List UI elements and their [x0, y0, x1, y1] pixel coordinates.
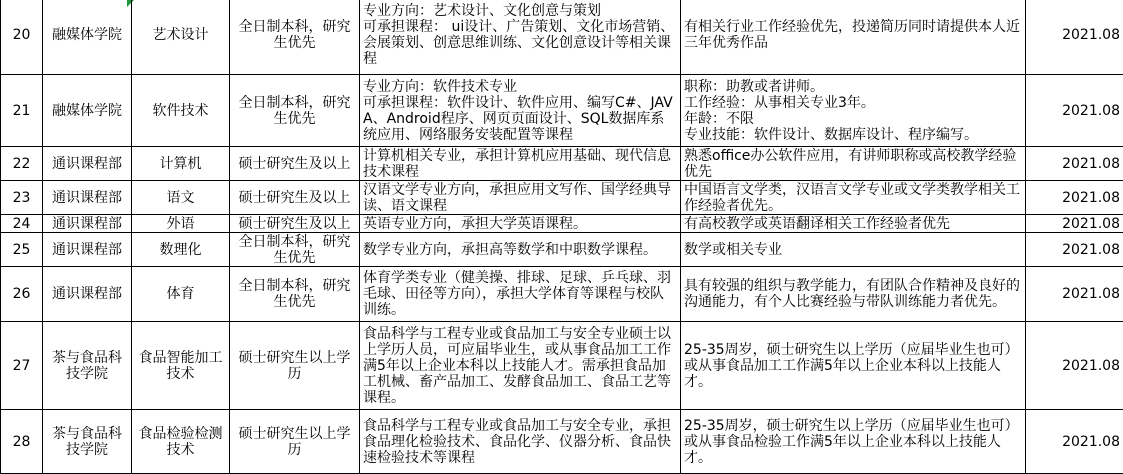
condition-cell[interactable]: 熟悉office办公软件应用，有讲师职称或高校教学经验优先 — [681, 147, 1026, 181]
row-number: 28 — [1, 410, 43, 474]
degree-cell[interactable]: 全日制本科，研究生优先 — [230, 75, 360, 147]
major-cell[interactable]: 计算机 — [132, 147, 230, 181]
row-number: 22 — [1, 147, 43, 181]
date-cell[interactable]: 2021.08 — [1026, 147, 1123, 181]
college-cell[interactable]: 融媒体学院 — [43, 0, 132, 75]
requirement-cell[interactable]: 专业方向：软件技术专业 可承担课程：软件设计、软件应用、编写C#、JAVA、Android程序、网页页面设计、SQL数据库系统应用、网络服务安装配置等课程 — [360, 75, 681, 147]
degree-cell[interactable]: 全日制本科，研究生优先 — [230, 0, 360, 75]
college-cell[interactable]: 通识课程部 — [43, 215, 132, 233]
table-row[interactable] — [1, 147, 1123, 181]
date-cell[interactable]: 2021.08 — [1026, 322, 1123, 410]
condition-cell[interactable]: 中国语言文学类，汉语言文学专业或文学类教学相关工作经验者优先。 — [681, 181, 1026, 215]
table-row[interactable] — [1, 181, 1123, 215]
major-cell[interactable]: 体育 — [132, 267, 230, 322]
table-row[interactable] — [1, 75, 1123, 147]
degree-cell[interactable]: 硕士研究生及以上 — [230, 181, 360, 215]
college-cell[interactable]: 茶与食品科技学院 — [43, 410, 132, 474]
college-cell[interactable]: 茶与食品科技学院 — [43, 322, 132, 410]
requirement-cell[interactable]: 体育学类专业（健美操、排球、足球、乒乓球、羽毛球、田径等方向），承担大学体育等课程与校队训练。 — [360, 267, 681, 322]
college-cell[interactable]: 通识课程部 — [43, 233, 132, 267]
requirement-cell[interactable]: 汉语文学专业方向，承担应用文写作、国学经典导读、语文课程 — [360, 181, 681, 215]
date-cell[interactable]: 2021.08 — [1026, 0, 1123, 75]
table-row[interactable] — [1, 410, 1123, 474]
date-cell[interactable]: 2021.08 — [1026, 410, 1123, 474]
degree-cell[interactable]: 硕士研究生以上学历 — [230, 410, 360, 474]
table-row[interactable] — [1, 322, 1123, 410]
major-cell[interactable]: 食品检验检测技术 — [132, 410, 230, 474]
major-cell[interactable]: 软件技术 — [132, 75, 230, 147]
row-number: 25 — [1, 233, 43, 267]
row-number: 20 — [1, 0, 43, 75]
date-cell[interactable]: 2021.08 — [1026, 215, 1123, 233]
date-cell[interactable]: 2021.08 — [1026, 233, 1123, 267]
requirement-cell[interactable]: 专业方向：艺术设计、文化创意与策划 可承担课程： ui设计、广告策划、文化市场营销、会展策划、创意思维训练、文化创意设计等相关课程 — [360, 0, 681, 75]
requirement-cell[interactable]: 食品科学与工程专业或食品加工与安全专业硕士以上学历人员，可应届毕业生，或从事食品加工工作满5年以上企业本科以上技能人才。需承担食品加工机械、畜产品加工、发酵食品加工、食品工艺等课程。 — [360, 322, 681, 410]
table-body — [1, 0, 1123, 474]
college-cell[interactable]: 融媒体学院 — [43, 75, 132, 147]
row-number: 24 — [1, 215, 43, 233]
major-cell[interactable]: 外语 — [132, 215, 230, 233]
major-cell[interactable]: 艺术设计 — [132, 0, 230, 75]
date-cell[interactable]: 2021.08 — [1026, 181, 1123, 215]
condition-cell[interactable]: 有高校教学或英语翻译相关工作经验者优先 — [681, 215, 1026, 233]
table-row[interactable] — [1, 0, 1123, 75]
degree-cell[interactable]: 硕士研究生以上学历 — [230, 322, 360, 410]
condition-cell[interactable]: 25-35周岁，硕士研究生以上学历（应届毕业生也可）或从事食品检验工作满5年以上企业本科以上技能人才。 — [681, 410, 1026, 474]
row-number: 23 — [1, 181, 43, 215]
degree-cell[interactable]: 硕士研究生及以上 — [230, 215, 360, 233]
major-cell[interactable]: 食品智能加工技术 — [132, 322, 230, 410]
table-row[interactable] — [1, 233, 1123, 267]
table-row[interactable] — [1, 267, 1123, 322]
requirement-cell[interactable]: 英语专业方向，承担大学英语课程。 — [360, 215, 681, 233]
row-number: 26 — [1, 267, 43, 322]
college-cell[interactable]: 通识课程部 — [43, 147, 132, 181]
condition-cell[interactable]: 职称：助教或者讲师。 工作经验：从事相关专业3年。 年龄：不限 专业技能：软件设计、数据库设计、程序编写。 — [681, 75, 1026, 147]
degree-cell[interactable]: 全日制本科，研究生优先 — [230, 267, 360, 322]
condition-cell[interactable]: 数学或相关专业 — [681, 233, 1026, 267]
condition-cell[interactable]: 具有较强的组织与教学能力，有团队合作精神及良好的沟通能力，有个人比赛经验与带队训练能力者优先。 — [681, 267, 1026, 322]
requirement-cell[interactable]: 食品科学与工程专业或食品加工与安全专业，承担食品理化检验技术、食品化学、仪器分析、食品快速检验技术等课程 — [360, 410, 681, 474]
college-cell[interactable]: 通识课程部 — [43, 267, 132, 322]
date-cell[interactable]: 2021.08 — [1026, 75, 1123, 147]
major-cell[interactable]: 语文 — [132, 181, 230, 215]
table-row[interactable] — [1, 215, 1123, 233]
date-cell[interactable]: 2021.08 — [1026, 267, 1123, 322]
requirement-cell[interactable]: 计算机相关专业，承担计算机应用基础、现代信息技术课程 — [360, 147, 681, 181]
row-number: 27 — [1, 322, 43, 410]
major-cell[interactable]: 数理化 — [132, 233, 230, 267]
requirement-cell[interactable]: 数学专业方向，承担高等数学和中职数学课程。 — [360, 233, 681, 267]
condition-cell[interactable]: 有相关行业工作经验优先，投递简历同时请提供本人近三年优秀作品 — [681, 0, 1026, 75]
degree-cell[interactable]: 硕士研究生及以上 — [230, 147, 360, 181]
condition-cell[interactable]: 25-35周岁，硕士研究生以上学历（应届毕业生也可）或从事食品加工工作满5年以上企业本科以上技能人才。 — [681, 322, 1026, 410]
row-number: 21 — [1, 75, 43, 147]
degree-cell[interactable]: 全日制本科，研究生优先 — [230, 233, 360, 267]
college-cell[interactable]: 通识课程部 — [43, 181, 132, 215]
